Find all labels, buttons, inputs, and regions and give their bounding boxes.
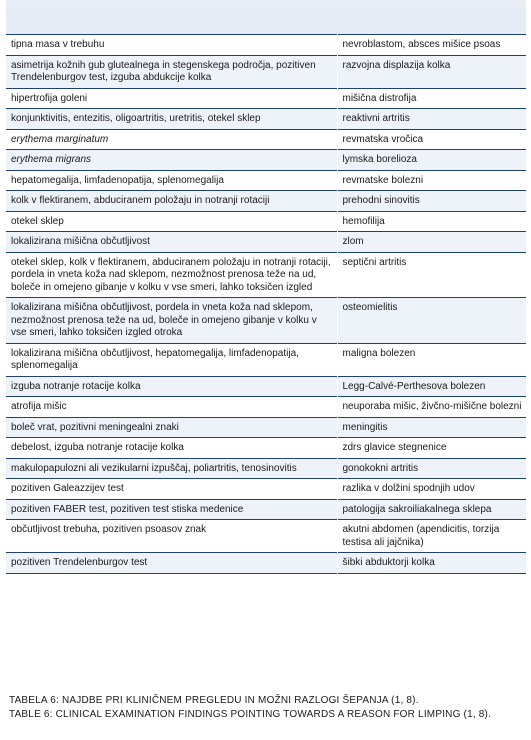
reason-cell: lymska borelioza bbox=[337, 150, 526, 171]
table-row bbox=[6, 417, 526, 438]
reason-cell: maligna bolezen bbox=[337, 343, 526, 376]
table-row bbox=[6, 55, 526, 88]
finding-cell: tipna masa v trebuhu bbox=[11, 39, 105, 50]
finding-cell: hepatomegalija, limfadenopatija, splenomegalija bbox=[11, 174, 224, 186]
table-row bbox=[6, 376, 526, 397]
table-row bbox=[6, 170, 526, 191]
table-row bbox=[6, 211, 526, 232]
finding-cell: atrofija mišic bbox=[11, 401, 67, 412]
reason-cell: patologija sakroiliakalnega sklepa bbox=[337, 499, 526, 520]
reason-cell: zdrs glavice stegnenice bbox=[337, 438, 526, 459]
finding-cell: lokalizirana mišična občutljivost, hepatomegalija, limfadenopatija, splenomegalija bbox=[11, 347, 299, 371]
table-row bbox=[6, 191, 526, 212]
table-row bbox=[6, 232, 526, 253]
reason-cell: zlom bbox=[337, 232, 526, 253]
table-row bbox=[6, 129, 526, 150]
finding-cell: kolk v flektiranem, abduciranem položaju in notranji rotaciji bbox=[6, 191, 337, 212]
finding-cell: pozitiven Trendelenburgov test bbox=[6, 553, 337, 574]
table-caption-english: TABLE 6: CLINICAL EXAMINATION FINDINGS POINTING TOWARDS A REASON FOR LIMPING (1, 8). bbox=[9, 709, 492, 720]
caption-block bbox=[9, 694, 524, 722]
reason-cell: reaktivni artritis bbox=[337, 109, 526, 130]
finding-cell: debelost, izguba notranje rotacije kolka bbox=[11, 442, 184, 453]
table-row bbox=[6, 479, 526, 500]
finding-cell: lokalizirana mišična občutljivost bbox=[6, 232, 337, 253]
finding-cell: pozitiven Galeazzijev test bbox=[11, 483, 124, 494]
finding-cell: izguba notranje rotacije kolka bbox=[6, 376, 337, 397]
table-row bbox=[6, 438, 526, 459]
reason-cell: akutni abdomen (apendicitis, torzija testisa ali jajčnika) bbox=[337, 520, 526, 553]
findings-table-body bbox=[6, 35, 526, 574]
table-row bbox=[6, 298, 526, 344]
table-header-band bbox=[6, 6, 526, 34]
finding-cell: otekel sklep bbox=[11, 215, 64, 227]
reason-cell: revmatska vročica bbox=[337, 129, 526, 150]
reason-cell: razvojna displazija kolka bbox=[337, 55, 526, 88]
finding-cell: erythema migrans bbox=[6, 150, 337, 171]
reason-cell: hemofilija bbox=[337, 211, 526, 232]
reason-cell: osteomielitis bbox=[337, 298, 526, 344]
reason-cell: nevroblastom, absces mišice psoas bbox=[337, 35, 526, 56]
reason-cell: meningitis bbox=[337, 417, 526, 438]
finding-cell: boleč vrat, pozitivni meningealni znaki bbox=[6, 417, 337, 438]
reason-cell: prehodni sinovitis bbox=[337, 191, 526, 212]
reason-cell: gonokokni artritis bbox=[337, 458, 526, 479]
reason-cell: mišična distrofija bbox=[337, 88, 526, 109]
table-row bbox=[6, 520, 526, 553]
table-row bbox=[6, 35, 526, 56]
finding-cell: makulopapulozni ali vezikularni izpuščaj, poliartritis, tenosinovitis bbox=[6, 458, 337, 479]
finding-cell: pozitiven FABER test, pozitiven test stiska medenice bbox=[6, 499, 337, 520]
findings-table bbox=[6, 34, 526, 574]
finding-cell: otekel sklep, kolk v flektiranem, abduciranem položaju in notranji rotaciji, pordela in vneta koža nad sklepom, nezmožnost prenosa teže na ud, boleče in omejeno gibanje v kolku v vse smeri, lahko toksičen izgled bbox=[11, 256, 331, 293]
reason-cell: razlika v dolžini spodnjih udov bbox=[337, 479, 526, 500]
finding-cell: konjunktivitis, entezitis, oligoartritis, uretritis, otekel sklep bbox=[6, 109, 337, 130]
finding-cell: asimetrija kožnih gub glutealnega in stegenskega področja, pozitiven Trendelenburgov test, izguba abdukcije kolka bbox=[6, 55, 337, 88]
table-row bbox=[6, 343, 526, 376]
table-row bbox=[6, 397, 526, 418]
table-row bbox=[6, 499, 526, 520]
table-row bbox=[6, 150, 526, 171]
reason-cell: Legg-Calvé-Perthesova bolezen bbox=[337, 376, 526, 397]
finding-cell: hipertrofija goleni bbox=[11, 92, 88, 104]
table-row bbox=[6, 458, 526, 479]
table-row bbox=[6, 109, 526, 130]
table-row bbox=[6, 252, 526, 298]
finding-cell: lokalizirana mišična občutljivost, pordela in vneta koža nad sklepom, nezmožnost prenosa teže na ud, boleče in omejeno gibanje v kolku v vse smeri, lahko toksičen izgled otroka bbox=[6, 298, 337, 344]
reason-cell: neuporaba mišic, živčno-mišične bolezni bbox=[337, 397, 526, 418]
table-caption-slovenian: TABELA 6: NAJDBE PRI KLINIČNEM PREGLEDU IN MOŽNI RAZLOGI ŠEPANJA (1, 8). bbox=[9, 695, 419, 706]
table-row bbox=[6, 553, 526, 574]
table-row bbox=[6, 88, 526, 109]
reason-cell: revmatske bolezni bbox=[337, 170, 526, 191]
reason-cell: septični artritis bbox=[337, 252, 526, 298]
finding-cell: erythema marginatum bbox=[11, 133, 109, 145]
finding-cell: občutljivost trebuha, pozitiven psoasov znak bbox=[11, 524, 207, 535]
reason-cell: šibki abduktorji kolka bbox=[337, 553, 526, 574]
